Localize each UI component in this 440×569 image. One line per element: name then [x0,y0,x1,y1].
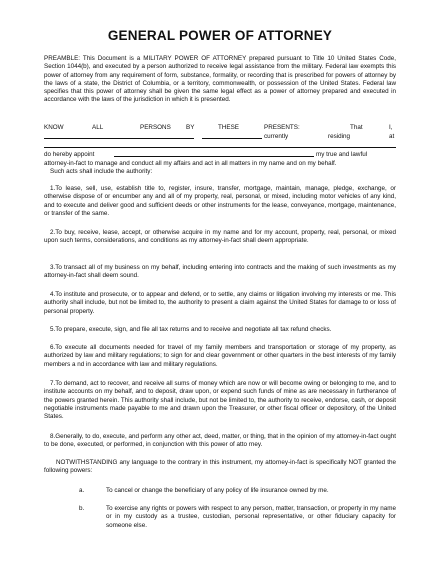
that-word: That [350,124,363,131]
appoint-text: do hereby appoint [44,151,95,158]
all-word: ALL [92,124,104,131]
persons-word: PERSONS [140,124,171,131]
authority-item-1: 1.To lease, sell, use, establish title to, register, insure, transfer, mortgage, maintain, manage, pledge, exchange, or otherwise dispose of or encumber any and all of my property, real, personal, or mixed, including motor vehicles of any kind, and to execute and deliver good and sufficient deeds or other instruments for the lease, conveyance, mortgage, maintenance, or transfer of the same. [44,185,396,217]
authority-item-7: 7.To demand, act to recover, and receive all sums of money which are now or will become owing or belonging to me, and to institute accounts on my behalf, and to deposit, draw upon, or expend such funds of mine as are necessary in furtherance of the powers granted herein. This authority shall include, but not be limited to, the authority to receive, endorse, cash, or deposit negotiable instruments made payable to me and drawn upon the Treasurer, or other fiscal officer or depository, of the United States. [44,380,396,421]
know-word: KNOW [44,124,64,131]
document-title: GENERAL POWER OF ATTORNEY [107,28,333,43]
exception-marker: a. [79,487,85,494]
preamble-paragraph: PREAMBLE: This Document is a MILITARY POWER OF ATTORNEY prepared pursuant to Title 10 United States Code, Section 1044(b), and executed by a person authorized to receive legal assistance from the military. Federal law exempts this power of attorney from any requirement of form, substance, formality, or recording that is prescribed for powers of attorney by the laws of a state, the District of Columbia, or a territory, commonwealth, or possession of the United States. Federal law specifies that this power of attorney shall be given the same legal effect as a power of attorney prepared and executed in accordance with the laws of the jurisdiction in which it is presented. [44,55,396,104]
currently-word: currently [264,133,289,140]
authority-item-8: 8.Generally, to do, execute, and perform any other act, deed, matter, or thing, that in the opinion of my attorney-in-fact ought to be done, executed, or performed, in conjunction with this power of atto rney. [44,433,396,449]
grantor-name-blank[interactable] [44,132,194,139]
exception-marker: b. [79,505,85,512]
authority-item-3: 3.To transact all of my business on my behalf, including entering into contracts and the making of such investments as my attorney-in-fact shall deem sound. [44,264,396,280]
true-and-lawful-text: my true and lawful [316,151,368,158]
by-word: BY [186,124,195,131]
exception-text: To exercise any rights or powers with respect to any person, matter, transaction, or property in my name or in my custody as a trustee, custodian, personal representative, or other fiduciary capacity for someone else. [106,505,396,529]
authority-item-5: 5.To prepare, execute, sign, and file all tax returns and to receive and negotiate all tax refund checks. [50,326,332,333]
appoint-rest: attorney-in-fact to manage and conduct all my affairs and act in all matters in my name and on my behalf. [44,160,337,167]
authority-item-4: 4.To institute and prosecute, or to appear and defend, or to settle, any claims or litigation involving my interests or me. This authority shall include, but not be limited to, the authority to present a claim against the United States for damage to or loss of personal property. [44,291,396,315]
attorney-name-blank[interactable] [114,150,314,157]
authority-item-2: 2.To buy, receive, lease, accept, or otherwise acquire in my name and for my account, property, real, personal, or mixed upon such terms, considerations, and conditions as my attorney-in-fact shall deem appropriate. [44,229,396,245]
exception-text: To cancel or change the beneficiary of any policy of life insurance owned by me. [106,487,329,494]
authority-intro: Such acts shall include the authority: [50,168,153,175]
grantor-name-blank-2[interactable] [202,132,262,139]
presents-word: PRESENTS: [264,124,300,131]
authority-item-6: 6.To execute all documents needed for travel of my family members and transportation or storage of my property, as authorized by law and military regulations; to sign for and clear government or other quarters in the best interests of my family members a nd in accordance with law and military regulations. [44,344,396,368]
residing-word: residing [328,133,351,140]
address-blank[interactable] [44,141,396,148]
notwithstanding-paragraph: NOTWITHSTANDING any language to the contrary in this instrument, my attorney-in-fact is specifically NOT granted the following powers: [44,459,396,475]
i-word: I, [389,124,393,131]
appoint-line [44,151,396,160]
at-word: at [389,133,395,140]
these-word: THESE [218,124,239,131]
